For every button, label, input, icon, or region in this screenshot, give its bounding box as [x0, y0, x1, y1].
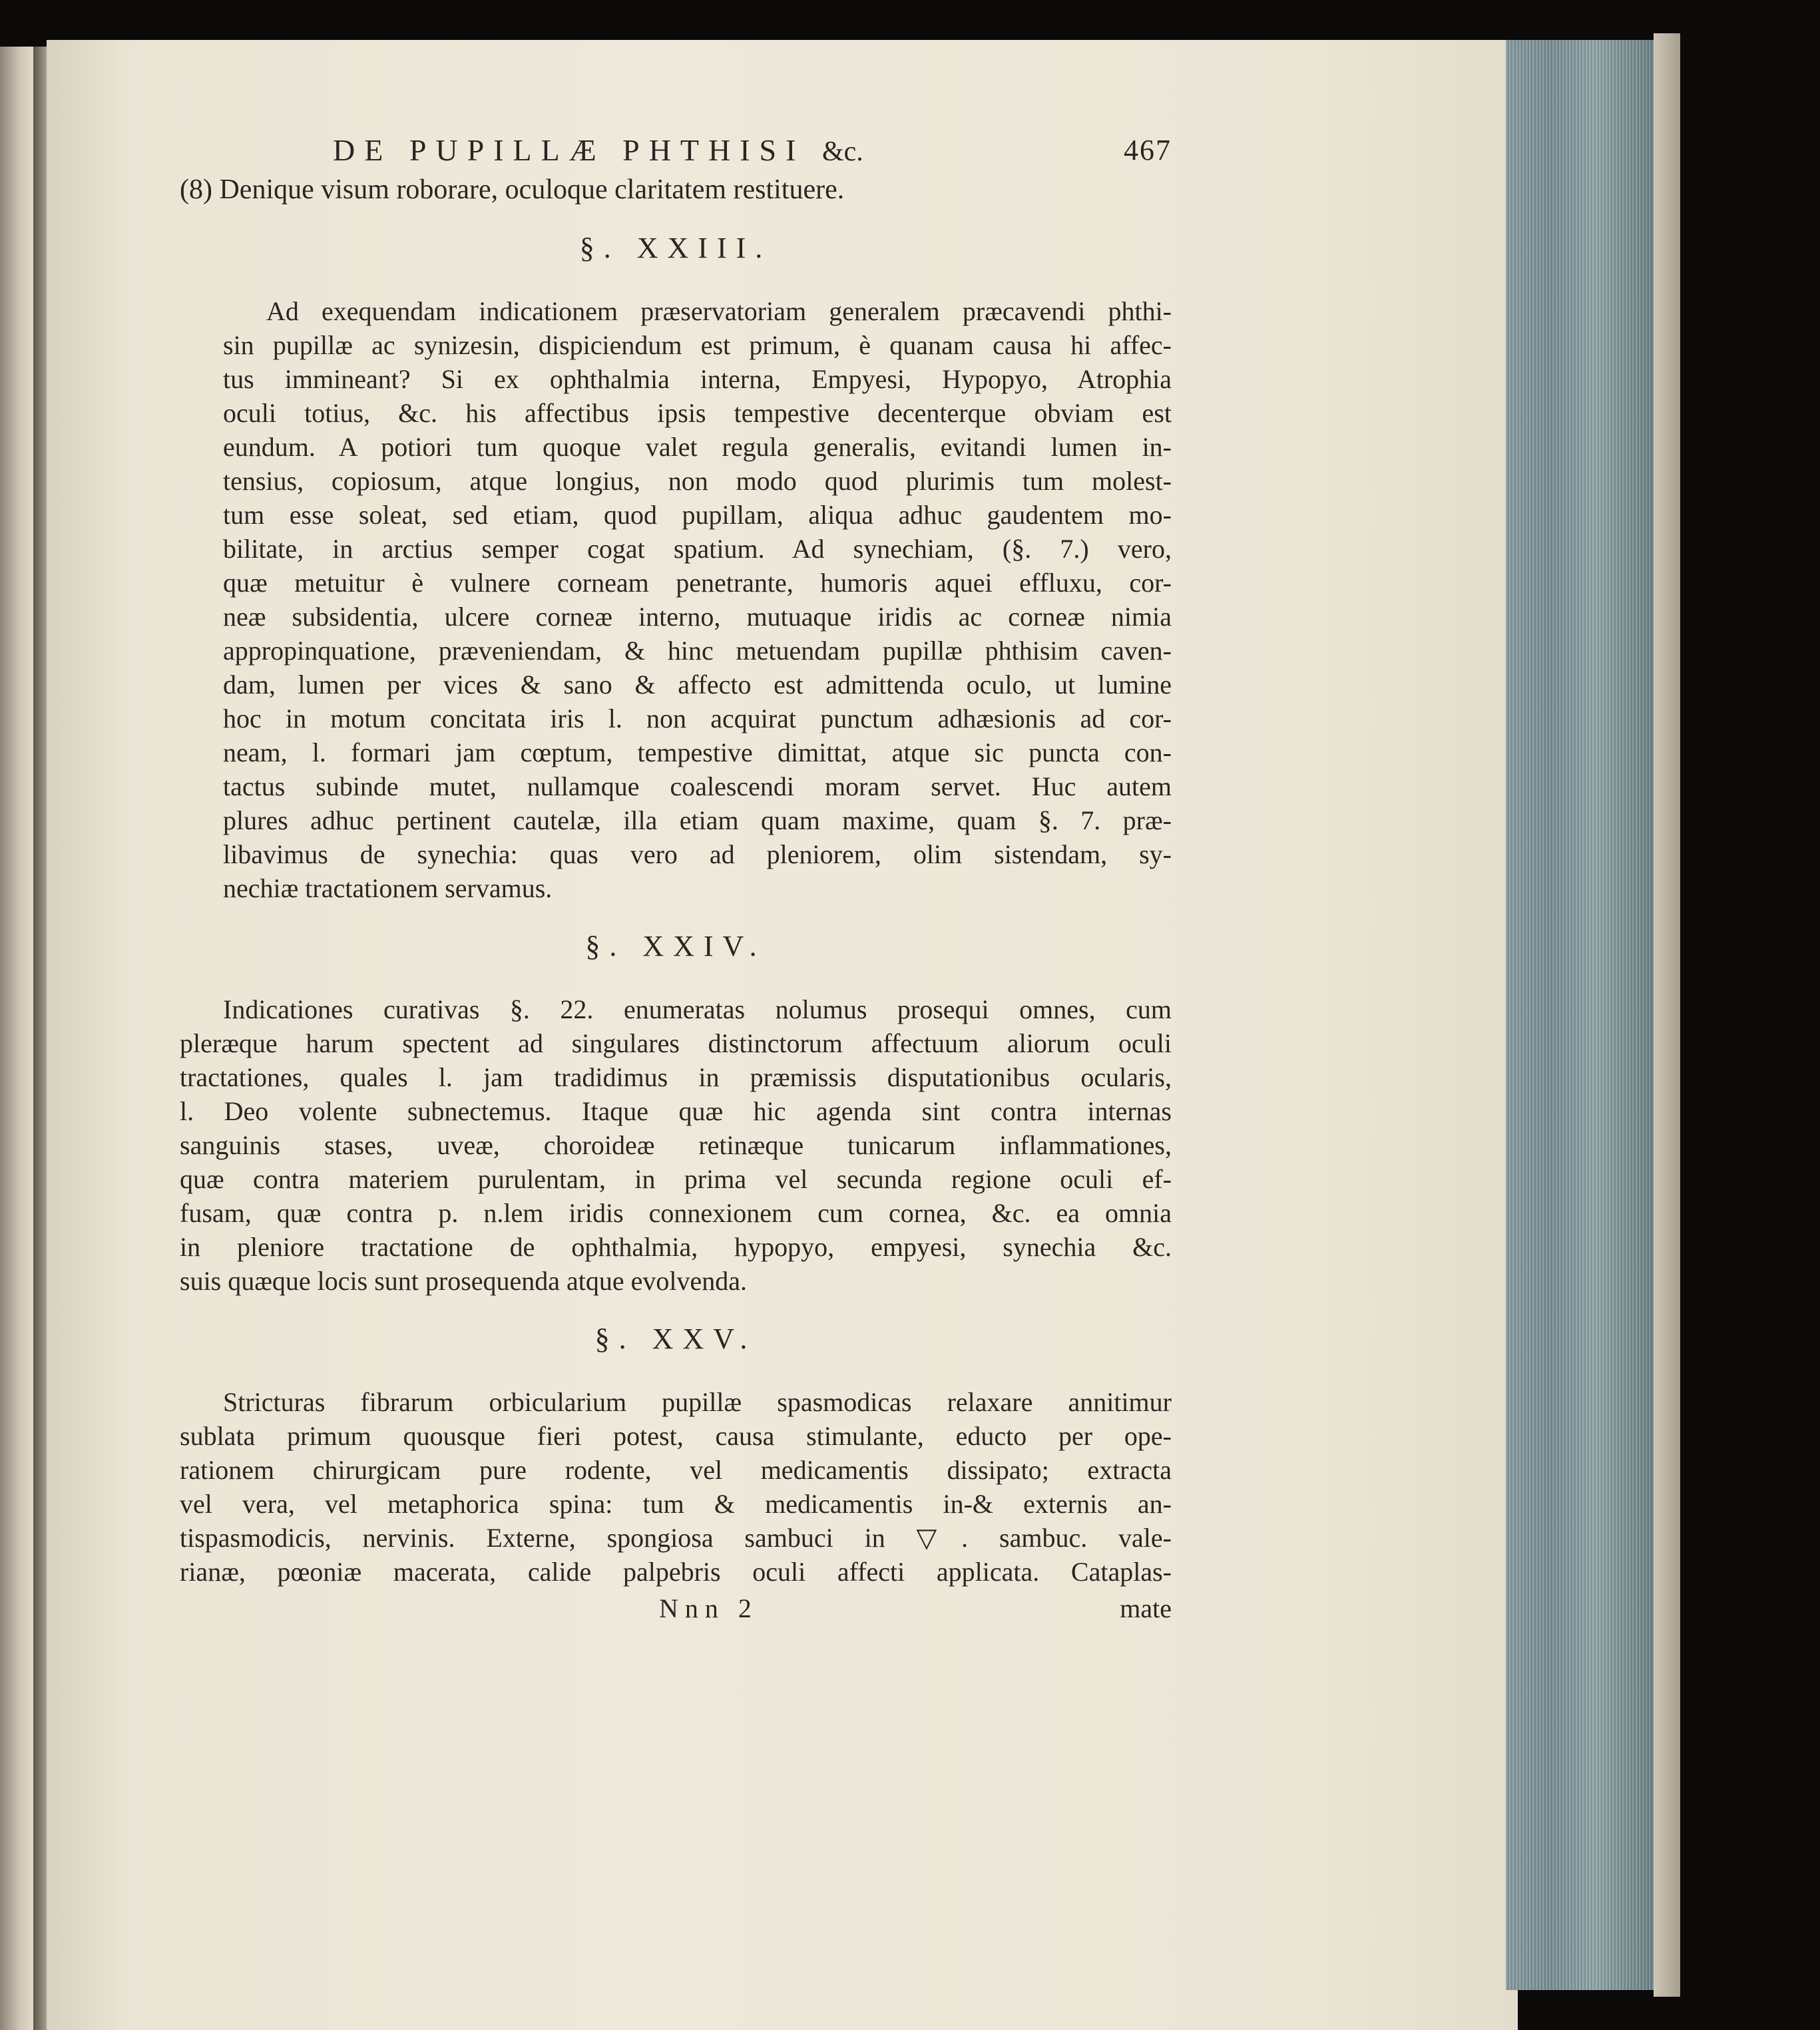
running-head [180, 133, 1172, 173]
book-gutter [33, 47, 47, 2030]
text-line: hoc in motum concitata iris l. non acquirat punctum adhæsionis ad cor- [223, 704, 1172, 733]
text-line: dam, lumen per vices & sano & affecto est admittenda oculo, ut lumine [223, 670, 1172, 700]
text-line: fusam, quæ contra p. n.lem iridis connexionem cum cornea, &c. ea omnia [180, 1198, 1172, 1228]
text-line: eundum. A potiori tum quoque valet regula generalis, evitandi lumen in- [223, 432, 1172, 462]
section-heading: §. XXIV. [585, 930, 766, 962]
text-line: pleræque harum spectent ad singulares distinctorum affectuum aliorum oculi [180, 1028, 1172, 1058]
section-body [180, 992, 1172, 1298]
section-heading: §. XXIII. [579, 232, 772, 264]
section-xxv [180, 1322, 1172, 1589]
page-text [180, 133, 1172, 1626]
book-cover-edge [1654, 33, 1680, 1997]
text-line: quæ metuitur è vulnere corneam penetrante, humoris aquei effluxu, cor- [223, 568, 1172, 598]
section-xxiv [180, 929, 1172, 1298]
text-line: neam, l. formari jam cœptum, tempestive dimittat, atque sic puncta con- [223, 737, 1172, 767]
text-line: tum esse soleat, sed etiam, quod pupillam, aliqua adhuc gaudentem mo- [223, 500, 1172, 530]
text-line: vel vera, vel metaphorica spina: tum & medicamentis in-& externis an- [180, 1489, 1172, 1519]
text-line: neæ subsidentia, ulcere corneæ interno, mutuaque iridis ac corneæ nimia [223, 602, 1172, 632]
section-body [180, 294, 1172, 905]
signature-mark: Nnn 2 [659, 1593, 758, 1623]
text-line: Ad exequendam indicationem præservatoriam generalem præcavendi phthi- [266, 296, 1172, 326]
intro-line: (8) Denique visum roborare, oculoque claritatem restituere. [180, 174, 845, 205]
text-line: rationem chirurgicam pure rodente, vel medicamentis dissipato; extracta [180, 1455, 1172, 1485]
text-line: tensius, copiosum, atque longius, non modo quod plurimis tum molest- [223, 466, 1172, 496]
page-footer [180, 1591, 1172, 1626]
text-line: tispasmodicis, nervinis. Externe, spongiosa sambuci in ▽. sambuc. vale- [180, 1523, 1172, 1553]
text-line: sin pupillæ ac synizesin, dispiciendum est primum, è quanam causa hi affec- [223, 330, 1172, 360]
text-line: appropinquatione, præveniendam, & hinc metuendam pupillæ phthisim caven- [223, 636, 1172, 666]
text-line: oculi totius, &c. his affectibus ipsis tempestive decenterque obviam est [223, 398, 1172, 428]
text-line: rianæ, pœoniæ macerata, calide palpebris oculi affecti applicata. Cataplas- [180, 1557, 1172, 1587]
running-title-etc: &c. [821, 136, 863, 167]
catchword: mate [1120, 1593, 1172, 1623]
text-line: sanguinis stases, uveæ, choroideæ retinæque tunicarum inflammationes, [180, 1130, 1172, 1160]
text-line: Indicationes curativas §. 22. enumeratas nolumus prosequi omnes, cum [223, 994, 1172, 1024]
running-title [333, 133, 863, 169]
text-line: tactus subinde mutet, nullamque coalescendi moram servet. Huc autem [223, 771, 1172, 801]
text-line: tus immineant? Si ex ophthalmia interna, Empyesi, Hypopyo, Atrophia [223, 364, 1172, 394]
text-line: nechiæ tractationem servamus. [223, 873, 553, 903]
text-line: quæ contra materiem purulentam, in prima vel secunda regione oculi ef- [180, 1164, 1172, 1194]
text-line: bilitate, in arctius semper cogat spatium. Ad synechiam, (§. 7.) vero, [223, 534, 1172, 564]
text-line: l. Deo volente subnectemus. Itaque quæ hic agenda sint contra internas [180, 1096, 1172, 1126]
section-xxiii [180, 231, 1172, 905]
text-line: sublata primum quousque fieri potest, causa stimulante, educto per ope- [180, 1421, 1172, 1451]
text-line: libavimus de synechia: quas vero ad pleniorem, olim sistendam, sy- [223, 839, 1172, 869]
text-line: Stricturas fibrarum orbicularium pupillæ spasmodicas relaxare annitimur [223, 1387, 1172, 1417]
section-body [180, 1385, 1172, 1589]
page-number: 467 [1124, 134, 1172, 166]
running-title-text: DE PUPILLÆ PHTHISI [333, 133, 805, 167]
text-line: plures adhuc pertinent cautelæ, illa etiam quam maxime, quam §. 7. præ- [223, 805, 1172, 835]
page-block-fore-edge [1506, 40, 1654, 1990]
left-page-edge [0, 47, 33, 2030]
text-line: in pleniore tractatione de ophthalmia, hypopyo, empyesi, synechia &c. [180, 1232, 1172, 1262]
section-heading: §. XXV. [594, 1322, 757, 1355]
text-line: suis quæque locis sunt prosequenda atque evolvenda. [180, 1266, 748, 1296]
text-line: tractationes, quales l. jam tradidimus in præmissis disputationibus ocularis, [180, 1062, 1172, 1092]
